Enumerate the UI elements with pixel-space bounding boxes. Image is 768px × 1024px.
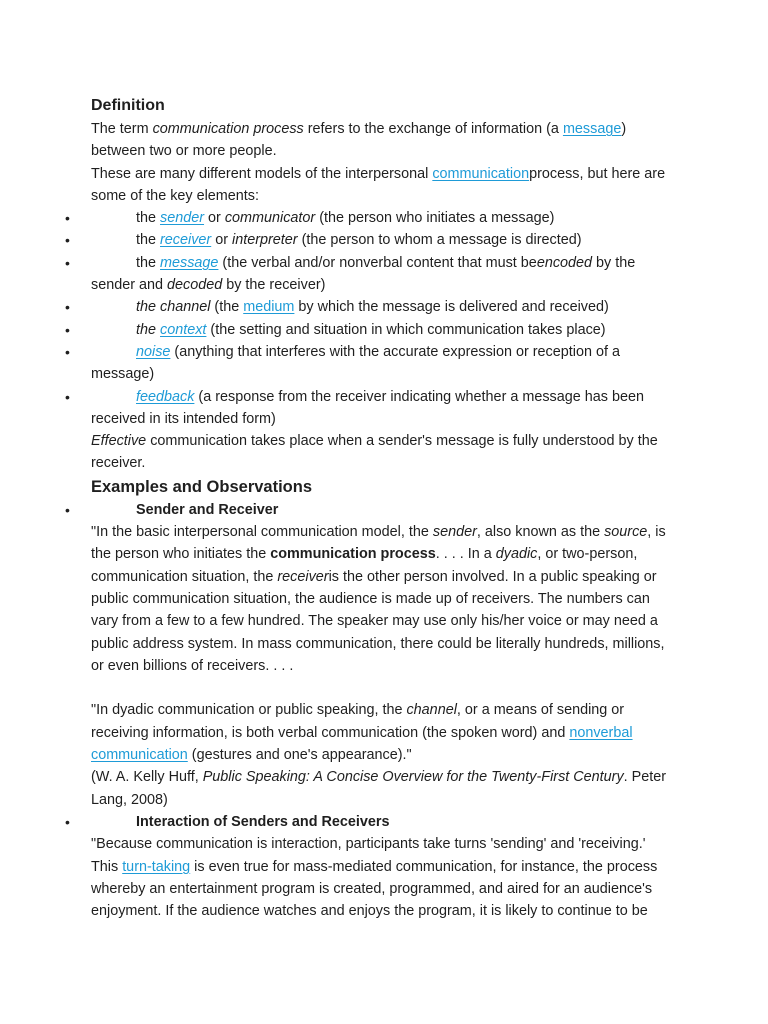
text: "Because communication is interaction, participants take turns 'sending' and 'receiving.' bbox=[91, 836, 646, 853]
bullet-icon: • bbox=[65, 299, 70, 316]
text: the bbox=[136, 210, 161, 227]
medium-link[interactable]: medium bbox=[243, 299, 295, 316]
text: refers to the exchange of information (a bbox=[303, 121, 563, 137]
text: Lang, 2008) bbox=[91, 791, 168, 808]
list-item-context bbox=[65, 319, 681, 341]
context-link[interactable]: context bbox=[160, 321, 207, 338]
message-link[interactable]: message bbox=[562, 121, 622, 137]
text: between two or more people. bbox=[91, 143, 277, 160]
bullet-icon: • bbox=[65, 813, 70, 830]
text: receiving information, is both verbal communication (the spoken word) and bbox=[91, 724, 570, 741]
sender-link[interactable]: sender bbox=[160, 210, 205, 227]
models-paragraph bbox=[91, 163, 681, 208]
document-page bbox=[65, 94, 681, 922]
text: by the bbox=[592, 254, 636, 271]
list-item-feedback bbox=[65, 386, 681, 431]
term-encoded: encoded bbox=[536, 254, 593, 271]
nonverbal-communication-link[interactable]: communication bbox=[91, 747, 188, 764]
nonverbal-communication-link[interactable]: nonverbal bbox=[569, 724, 633, 741]
text: or bbox=[211, 232, 232, 249]
examples-heading: Examples and Observations bbox=[91, 477, 313, 496]
text: (the setting and situation in which communication takes place) bbox=[206, 321, 606, 338]
message-item-link[interactable]: message bbox=[160, 254, 219, 271]
text: public communication situation, the audience is made up of receivers. The numbers can bbox=[91, 590, 650, 607]
text: whereby an entertainment program is created, programmed, and aired for an audience's bbox=[91, 880, 653, 897]
feedback-link[interactable]: feedback bbox=[136, 388, 195, 405]
term-source: source bbox=[604, 524, 648, 541]
text: the person who initiates the bbox=[91, 546, 271, 563]
text: vary from a few to a few hundred. The speaker may use only his/her voice or may need a bbox=[91, 613, 658, 630]
text: , also known as the bbox=[476, 524, 605, 541]
term-decoded: decoded bbox=[167, 277, 223, 294]
text: The term bbox=[91, 121, 153, 137]
section-title: Sender and Receiver bbox=[136, 501, 279, 518]
text: some of the key elements: bbox=[91, 187, 259, 204]
bullet-icon: • bbox=[65, 501, 70, 518]
term-communication-process-bold: communication process bbox=[270, 546, 436, 563]
text: by the receiver) bbox=[222, 277, 326, 294]
list-item-noise bbox=[65, 341, 681, 386]
text: . Peter bbox=[623, 769, 667, 786]
text: public address system. In mass communication, there could be literally hundreds, millions, bbox=[91, 635, 665, 652]
text: the bbox=[136, 254, 161, 271]
communication-link[interactable]: communication bbox=[432, 165, 530, 182]
text: (a response from the receiver indicating whether a message has been bbox=[194, 388, 644, 405]
text: communication takes place when a sender's message is fully understood by the bbox=[146, 433, 658, 450]
text: received in its intended form) bbox=[91, 410, 276, 427]
text: (W. A. Kelly Huff, bbox=[91, 769, 203, 786]
bullet-icon: • bbox=[65, 254, 70, 271]
turn-taking-link[interactable]: turn-taking bbox=[122, 858, 191, 875]
text: is even true for mass-mediated communication, for instance, the process bbox=[190, 858, 658, 875]
text: (the verbal and/or nonverbal content that must be bbox=[218, 254, 537, 271]
term-the: the bbox=[136, 321, 161, 338]
example-sender-receiver bbox=[65, 499, 681, 811]
text: (anything that interferes with the accurate expression or reception of a bbox=[170, 343, 620, 360]
text: enjoyment. If the audience watches and enjoys the program, it is likely to continue to be bbox=[91, 903, 648, 920]
spacer bbox=[91, 677, 681, 699]
text: is the other person involved. In a public speaking or bbox=[328, 568, 657, 585]
key-elements-list bbox=[65, 207, 681, 430]
term-channel: the channel bbox=[136, 299, 211, 316]
bullet-icon: • bbox=[65, 210, 70, 227]
text: communication situation, the bbox=[91, 568, 278, 585]
text: These are many different models of the interpersonal bbox=[91, 165, 433, 182]
text: , or two-person, bbox=[537, 546, 638, 563]
text: (the person to whom a message is directed) bbox=[297, 232, 582, 249]
citation-title: Public Speaking: A Concise Overview for the Twenty-First Century bbox=[202, 769, 624, 786]
text: by which the message is delivered and received) bbox=[294, 299, 609, 316]
term-receiver: receiver bbox=[277, 568, 329, 585]
term-communication-process: communication process bbox=[152, 121, 304, 137]
list-item-channel bbox=[65, 296, 681, 318]
closing-paragraph bbox=[91, 430, 681, 475]
text: This bbox=[91, 858, 123, 875]
text: . . . . In a bbox=[435, 546, 496, 563]
examples-list bbox=[65, 499, 681, 923]
text: (the person who initiates a message) bbox=[315, 210, 555, 227]
text: the bbox=[136, 232, 161, 249]
text: process, but here are bbox=[529, 165, 666, 182]
text: "In the basic interpersonal communication model, the bbox=[91, 524, 433, 541]
term-interpreter: interpreter bbox=[232, 232, 298, 249]
definition-heading: Definition bbox=[91, 97, 165, 114]
text: ) bbox=[621, 121, 627, 137]
noise-link[interactable]: noise bbox=[136, 343, 171, 360]
text: , is bbox=[647, 524, 666, 541]
text: (gestures and one's appearance)." bbox=[187, 747, 412, 764]
term-channel-quote: channel bbox=[406, 702, 457, 719]
section-title: Interaction of Senders and Receivers bbox=[136, 813, 390, 830]
receiver-link[interactable]: receiver bbox=[160, 232, 212, 249]
list-item-message bbox=[65, 252, 681, 297]
bullet-icon: • bbox=[65, 343, 70, 360]
text: message) bbox=[91, 366, 155, 383]
text: (the bbox=[210, 299, 244, 316]
text: or bbox=[204, 210, 225, 227]
list-item-receiver bbox=[65, 229, 681, 251]
example-interaction bbox=[65, 811, 681, 922]
list-item-sender bbox=[65, 207, 681, 229]
term-communicator: communicator bbox=[224, 210, 316, 227]
term-dyadic: dyadic bbox=[495, 546, 538, 563]
text: , or a means of sending or bbox=[456, 702, 625, 719]
bullet-icon: • bbox=[65, 232, 70, 249]
term-sender: sender bbox=[432, 524, 477, 541]
bullet-icon: • bbox=[65, 321, 70, 338]
bullet-icon: • bbox=[65, 388, 70, 405]
text: receiver. bbox=[91, 455, 146, 472]
term-effective: Effective bbox=[91, 433, 147, 450]
text: or even billions of receivers. . . . bbox=[91, 657, 294, 674]
text: sender and bbox=[91, 277, 168, 294]
text: "In dyadic communication or public speaking, the bbox=[91, 702, 407, 719]
definition-paragraph bbox=[91, 118, 681, 163]
